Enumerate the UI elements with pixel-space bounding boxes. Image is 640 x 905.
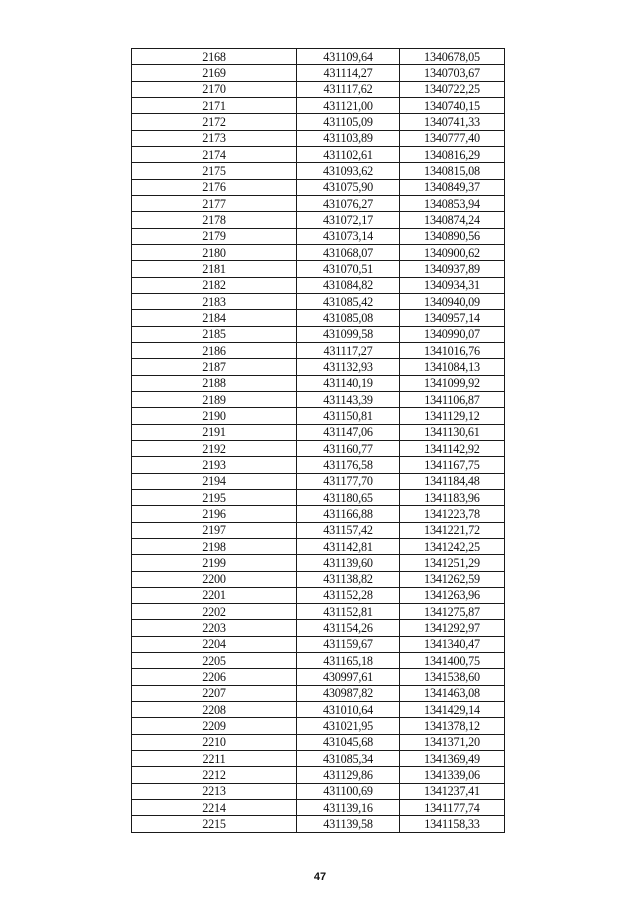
y-coordinate-cell: 1340853,94 <box>400 195 505 211</box>
point-number-cell: 2196 <box>132 506 297 522</box>
y-coordinate-cell: 1340815,08 <box>400 163 505 179</box>
x-coordinate-cell: 431021,95 <box>297 718 400 734</box>
x-coordinate-cell: 431132,93 <box>297 359 400 375</box>
table-row <box>132 702 505 718</box>
y-coordinate-cell: 1341221,72 <box>400 522 505 538</box>
table-row <box>132 587 505 603</box>
table-row <box>132 783 505 799</box>
table-row <box>132 816 505 832</box>
x-coordinate-cell: 431159,67 <box>297 636 400 652</box>
y-coordinate-cell: 1340874,24 <box>400 212 505 228</box>
table-row <box>132 146 505 162</box>
table-row <box>132 440 505 456</box>
point-number-cell: 2197 <box>132 522 297 538</box>
x-coordinate-cell: 431152,28 <box>297 587 400 603</box>
table-row <box>132 424 505 440</box>
point-number-cell: 2172 <box>132 114 297 130</box>
table-row <box>132 751 505 767</box>
table-row <box>132 653 505 669</box>
y-coordinate-cell: 1341183,96 <box>400 489 505 505</box>
y-coordinate-cell: 1341177,74 <box>400 800 505 816</box>
x-coordinate-cell: 431072,17 <box>297 212 400 228</box>
x-coordinate-cell: 431152,81 <box>297 604 400 620</box>
point-number-cell: 2168 <box>132 49 297 65</box>
x-coordinate-cell: 431121,00 <box>297 97 400 113</box>
point-number-cell: 2195 <box>132 489 297 505</box>
x-coordinate-cell: 431070,51 <box>297 261 400 277</box>
y-coordinate-cell: 1340741,33 <box>400 114 505 130</box>
point-number-cell: 2175 <box>132 163 297 179</box>
x-coordinate-cell: 431147,06 <box>297 424 400 440</box>
point-number-cell: 2181 <box>132 261 297 277</box>
table-row <box>132 342 505 358</box>
table-row <box>132 506 505 522</box>
x-coordinate-cell: 431045,68 <box>297 734 400 750</box>
x-coordinate-cell: 431109,64 <box>297 49 400 65</box>
point-number-cell: 2212 <box>132 767 297 783</box>
point-number-cell: 2194 <box>132 473 297 489</box>
point-number-cell: 2186 <box>132 342 297 358</box>
table-row <box>132 620 505 636</box>
point-number-cell: 2206 <box>132 669 297 685</box>
point-number-cell: 2171 <box>132 97 297 113</box>
y-coordinate-cell: 1340678,05 <box>400 49 505 65</box>
point-number-cell: 2184 <box>132 310 297 326</box>
point-number-cell: 2203 <box>132 620 297 636</box>
point-number-cell: 2213 <box>132 783 297 799</box>
table-row <box>132 228 505 244</box>
point-number-cell: 2193 <box>132 457 297 473</box>
table-row <box>132 310 505 326</box>
point-number-cell: 2177 <box>132 195 297 211</box>
table-row <box>132 457 505 473</box>
table-row <box>132 555 505 571</box>
x-coordinate-cell: 430987,82 <box>297 685 400 701</box>
table-row <box>132 604 505 620</box>
y-coordinate-cell: 1341371,20 <box>400 734 505 750</box>
y-coordinate-cell: 1340940,09 <box>400 293 505 309</box>
x-coordinate-cell: 431103,89 <box>297 130 400 146</box>
x-coordinate-cell: 431129,86 <box>297 767 400 783</box>
table-row <box>132 163 505 179</box>
x-coordinate-cell: 431075,90 <box>297 179 400 195</box>
y-coordinate-cell: 1340703,67 <box>400 65 505 81</box>
table-row <box>132 538 505 554</box>
x-coordinate-cell: 431105,09 <box>297 114 400 130</box>
y-coordinate-cell: 1341130,61 <box>400 424 505 440</box>
point-number-cell: 2215 <box>132 816 297 832</box>
y-coordinate-cell: 1341378,12 <box>400 718 505 734</box>
table-row <box>132 97 505 113</box>
table-row <box>132 130 505 146</box>
point-number-cell: 2176 <box>132 179 297 195</box>
y-coordinate-cell: 1341099,92 <box>400 375 505 391</box>
x-coordinate-cell: 431150,81 <box>297 408 400 424</box>
coordinates-table <box>131 48 505 833</box>
x-coordinate-cell: 431100,69 <box>297 783 400 799</box>
y-coordinate-cell: 1341400,75 <box>400 653 505 669</box>
table-row <box>132 212 505 228</box>
table-row <box>132 81 505 97</box>
table-row <box>132 179 505 195</box>
x-coordinate-cell: 430997,61 <box>297 669 400 685</box>
x-coordinate-cell: 431084,82 <box>297 277 400 293</box>
x-coordinate-cell: 431099,58 <box>297 326 400 342</box>
point-number-cell: 2178 <box>132 212 297 228</box>
y-coordinate-cell: 1341129,12 <box>400 408 505 424</box>
y-coordinate-cell: 1341158,33 <box>400 816 505 832</box>
table-row <box>132 685 505 701</box>
y-coordinate-cell: 1340722,25 <box>400 81 505 97</box>
x-coordinate-cell: 431166,88 <box>297 506 400 522</box>
table-row <box>132 718 505 734</box>
point-number-cell: 2199 <box>132 555 297 571</box>
y-coordinate-cell: 1341142,92 <box>400 440 505 456</box>
point-number-cell: 2188 <box>132 375 297 391</box>
x-coordinate-cell: 431139,60 <box>297 555 400 571</box>
x-coordinate-cell: 431143,39 <box>297 391 400 407</box>
y-coordinate-cell: 1341263,96 <box>400 587 505 603</box>
point-number-cell: 2204 <box>132 636 297 652</box>
point-number-cell: 2211 <box>132 751 297 767</box>
y-coordinate-cell: 1340849,37 <box>400 179 505 195</box>
table-row <box>132 734 505 750</box>
y-coordinate-cell: 1341184,48 <box>400 473 505 489</box>
point-number-cell: 2180 <box>132 244 297 260</box>
point-number-cell: 2200 <box>132 571 297 587</box>
x-coordinate-cell: 431142,81 <box>297 538 400 554</box>
table-row <box>132 767 505 783</box>
table-row <box>132 261 505 277</box>
x-coordinate-cell: 431157,42 <box>297 522 400 538</box>
y-coordinate-cell: 1341538,60 <box>400 669 505 685</box>
y-coordinate-cell: 1340740,15 <box>400 97 505 113</box>
x-coordinate-cell: 431073,14 <box>297 228 400 244</box>
x-coordinate-cell: 431160,77 <box>297 440 400 456</box>
table-row <box>132 571 505 587</box>
y-coordinate-cell: 1341084,13 <box>400 359 505 375</box>
table-row <box>132 65 505 81</box>
y-coordinate-cell: 1341339,06 <box>400 767 505 783</box>
point-number-cell: 2182 <box>132 277 297 293</box>
x-coordinate-cell: 431068,07 <box>297 244 400 260</box>
table-row <box>132 277 505 293</box>
y-coordinate-cell: 1341242,25 <box>400 538 505 554</box>
table-row <box>132 326 505 342</box>
y-coordinate-cell: 1341106,87 <box>400 391 505 407</box>
table-row <box>132 408 505 424</box>
point-number-cell: 2169 <box>132 65 297 81</box>
point-number-cell: 2187 <box>132 359 297 375</box>
y-coordinate-cell: 1340900,62 <box>400 244 505 260</box>
table-row <box>132 244 505 260</box>
point-number-cell: 2170 <box>132 81 297 97</box>
y-coordinate-cell: 1341429,14 <box>400 702 505 718</box>
x-coordinate-cell: 431165,18 <box>297 653 400 669</box>
point-number-cell: 2191 <box>132 424 297 440</box>
x-coordinate-cell: 431140,19 <box>297 375 400 391</box>
table-row <box>132 669 505 685</box>
table-row <box>132 49 505 65</box>
coordinates-table-body <box>132 49 505 833</box>
y-coordinate-cell: 1340957,14 <box>400 310 505 326</box>
point-number-cell: 2189 <box>132 391 297 407</box>
point-number-cell: 2185 <box>132 326 297 342</box>
y-coordinate-cell: 1341292,97 <box>400 620 505 636</box>
y-coordinate-cell: 1340990,07 <box>400 326 505 342</box>
point-number-cell: 2192 <box>132 440 297 456</box>
y-coordinate-cell: 1341340,47 <box>400 636 505 652</box>
table-row <box>132 800 505 816</box>
y-coordinate-cell: 1341237,41 <box>400 783 505 799</box>
table-row <box>132 375 505 391</box>
y-coordinate-cell: 1340937,89 <box>400 261 505 277</box>
x-coordinate-cell: 431117,62 <box>297 81 400 97</box>
table-row <box>132 522 505 538</box>
x-coordinate-cell: 431180,65 <box>297 489 400 505</box>
point-number-cell: 2198 <box>132 538 297 554</box>
page-number: 47 <box>313 871 327 883</box>
point-number-cell: 2202 <box>132 604 297 620</box>
x-coordinate-cell: 431093,62 <box>297 163 400 179</box>
x-coordinate-cell: 431117,27 <box>297 342 400 358</box>
y-coordinate-cell: 1341223,78 <box>400 506 505 522</box>
x-coordinate-cell: 431076,27 <box>297 195 400 211</box>
y-coordinate-cell: 1340934,31 <box>400 277 505 293</box>
y-coordinate-cell: 1341167,75 <box>400 457 505 473</box>
y-coordinate-cell: 1341463,08 <box>400 685 505 701</box>
y-coordinate-cell: 1341251,29 <box>400 555 505 571</box>
point-number-cell: 2208 <box>132 702 297 718</box>
x-coordinate-cell: 431176,58 <box>297 457 400 473</box>
point-number-cell: 2173 <box>132 130 297 146</box>
x-coordinate-cell: 431138,82 <box>297 571 400 587</box>
point-number-cell: 2183 <box>132 293 297 309</box>
point-number-cell: 2190 <box>132 408 297 424</box>
table-row <box>132 195 505 211</box>
x-coordinate-cell: 431154,26 <box>297 620 400 636</box>
x-coordinate-cell: 431114,27 <box>297 65 400 81</box>
point-number-cell: 2174 <box>132 146 297 162</box>
table-row <box>132 489 505 505</box>
x-coordinate-cell: 431085,42 <box>297 293 400 309</box>
table-row <box>132 359 505 375</box>
point-number-cell: 2205 <box>132 653 297 669</box>
point-number-cell: 2214 <box>132 800 297 816</box>
y-coordinate-cell: 1340816,29 <box>400 146 505 162</box>
x-coordinate-cell: 431085,08 <box>297 310 400 326</box>
y-coordinate-cell: 1340777,40 <box>400 130 505 146</box>
point-number-cell: 2179 <box>132 228 297 244</box>
table-row <box>132 293 505 309</box>
y-coordinate-cell: 1341262,59 <box>400 571 505 587</box>
y-coordinate-cell: 1341275,87 <box>400 604 505 620</box>
y-coordinate-cell: 1340890,56 <box>400 228 505 244</box>
point-number-cell: 2209 <box>132 718 297 734</box>
table-row <box>132 636 505 652</box>
table-row <box>132 114 505 130</box>
y-coordinate-cell: 1341369,49 <box>400 751 505 767</box>
x-coordinate-cell: 431139,16 <box>297 800 400 816</box>
point-number-cell: 2201 <box>132 587 297 603</box>
point-number-cell: 2207 <box>132 685 297 701</box>
y-coordinate-cell: 1341016,76 <box>400 342 505 358</box>
x-coordinate-cell: 431139,58 <box>297 816 400 832</box>
x-coordinate-cell: 431102,61 <box>297 146 400 162</box>
point-number-cell: 2210 <box>132 734 297 750</box>
x-coordinate-cell: 431085,34 <box>297 751 400 767</box>
table-row <box>132 391 505 407</box>
x-coordinate-cell: 431177,70 <box>297 473 400 489</box>
x-coordinate-cell: 431010,64 <box>297 702 400 718</box>
table-row <box>132 473 505 489</box>
